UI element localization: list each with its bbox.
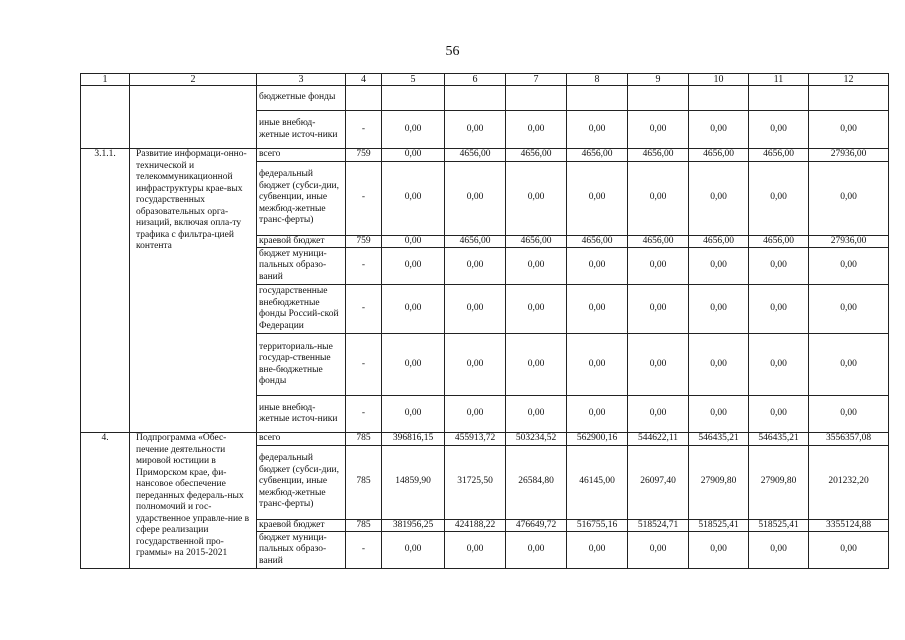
value-cell: 4656,00 <box>689 235 749 248</box>
value-cell: 0,00 <box>382 111 445 149</box>
item-name: Развитие информаци-онно-технической и телекоммуникационной инфраструктуры крае-вых государственных образовательных орга-низаций, включая опла-ту трафика с фильтра-цией контента <box>130 149 257 433</box>
value-cell <box>749 86 809 111</box>
funding-source: иные внебюд-жетные источ-ники <box>257 111 346 149</box>
funding-source: федеральный бюджет (субси-дии, субвенции, иные межбюд-жетные транс-ферты) <box>257 445 346 519</box>
column-header: 1 <box>81 74 130 86</box>
value-cell: 0,00 <box>382 285 445 334</box>
value-cell: 0,00 <box>689 111 749 149</box>
value-cell: 31725,50 <box>445 445 506 519</box>
value-cell: 27936,00 <box>809 235 889 248</box>
budget-code: 785 <box>346 445 382 519</box>
value-cell: 4656,00 <box>749 149 809 162</box>
value-cell: 0,00 <box>628 285 689 334</box>
value-cell: 0,00 <box>445 161 506 235</box>
column-header: 8 <box>567 74 628 86</box>
value-cell: 201232,20 <box>809 445 889 519</box>
budget-code: 785 <box>346 433 382 446</box>
column-header: 9 <box>628 74 689 86</box>
value-cell: 0,00 <box>445 532 506 569</box>
column-header: 2 <box>130 74 257 86</box>
value-cell: 4656,00 <box>749 235 809 248</box>
value-cell: 4656,00 <box>445 149 506 162</box>
budget-code: 759 <box>346 235 382 248</box>
value-cell: 4656,00 <box>628 235 689 248</box>
page-number: 56 <box>445 44 460 59</box>
value-cell: 46145,00 <box>567 445 628 519</box>
value-cell: 3556357,08 <box>809 433 889 446</box>
value-cell: 14859,90 <box>382 445 445 519</box>
value-cell: 562900,16 <box>567 433 628 446</box>
value-cell: 0,00 <box>689 396 749 433</box>
value-cell: 546435,21 <box>689 433 749 446</box>
value-cell: 0,00 <box>628 161 689 235</box>
value-cell <box>628 86 689 111</box>
funding-source: бюджет муници-пальных образо-ваний <box>257 532 346 569</box>
value-cell: 518524,71 <box>628 519 689 532</box>
item-name <box>130 86 257 149</box>
value-cell: 0,00 <box>506 285 567 334</box>
value-cell: 0,00 <box>506 161 567 235</box>
column-header: 3 <box>257 74 346 86</box>
header-row <box>81 74 889 86</box>
funding-source: всего <box>257 433 346 446</box>
value-cell: 0,00 <box>749 248 809 285</box>
value-cell: 0,00 <box>382 235 445 248</box>
budget-code: - <box>346 248 382 285</box>
item-name: Подпрограмма «Обес-печение деятельности мировой юстиции в Приморском крае, фи-нансовое обеспечение переданных федераль-ных полномочий и гос-ударственное управле-ние в сфере реализации государственной про-граммы» на 2015-2021 <box>130 433 257 569</box>
value-cell: 0,00 <box>382 334 445 396</box>
funding-source: краевой бюджет <box>257 235 346 248</box>
value-cell: 0,00 <box>628 396 689 433</box>
value-cell: 396816,15 <box>382 433 445 446</box>
column-header: 6 <box>445 74 506 86</box>
budget-code <box>346 86 382 111</box>
value-cell: 0,00 <box>628 532 689 569</box>
budget-table <box>80 73 889 569</box>
value-cell: 4656,00 <box>506 149 567 162</box>
item-number <box>81 86 130 149</box>
value-cell: 0,00 <box>809 248 889 285</box>
value-cell <box>506 86 567 111</box>
value-cell: 544622,11 <box>628 433 689 446</box>
budget-code: - <box>346 396 382 433</box>
table-row <box>81 149 889 162</box>
value-cell: 476649,72 <box>506 519 567 532</box>
value-cell: 0,00 <box>749 285 809 334</box>
item-number: 4. <box>81 433 130 569</box>
value-cell: 27909,80 <box>689 445 749 519</box>
column-header: 10 <box>689 74 749 86</box>
funding-source: краевой бюджет <box>257 519 346 532</box>
value-cell: 4656,00 <box>628 149 689 162</box>
value-cell <box>382 86 445 111</box>
column-header: 7 <box>506 74 567 86</box>
value-cell: 0,00 <box>689 248 749 285</box>
value-cell: 0,00 <box>628 248 689 285</box>
value-cell: 518525,41 <box>689 519 749 532</box>
value-cell: 26097,40 <box>628 445 689 519</box>
budget-code: - <box>346 285 382 334</box>
value-cell: 4656,00 <box>689 149 749 162</box>
value-cell: 516755,16 <box>567 519 628 532</box>
table-row <box>81 86 889 111</box>
value-cell: 0,00 <box>445 248 506 285</box>
value-cell: 0,00 <box>567 248 628 285</box>
value-cell: 4656,00 <box>567 235 628 248</box>
value-cell: 0,00 <box>749 161 809 235</box>
value-cell: 0,00 <box>506 334 567 396</box>
funding-source: бюджетные фонды <box>257 86 346 111</box>
value-cell <box>689 86 749 111</box>
value-cell: 0,00 <box>382 396 445 433</box>
budget-code: 759 <box>346 149 382 162</box>
value-cell: 0,00 <box>445 111 506 149</box>
value-cell: 0,00 <box>567 396 628 433</box>
value-cell: 0,00 <box>382 532 445 569</box>
column-header: 4 <box>346 74 382 86</box>
value-cell: 0,00 <box>749 334 809 396</box>
value-cell: 0,00 <box>567 532 628 569</box>
value-cell: 0,00 <box>382 161 445 235</box>
table-row <box>81 433 889 446</box>
value-cell: 0,00 <box>506 532 567 569</box>
value-cell: 546435,21 <box>749 433 809 446</box>
funding-source: бюджет муници-пальных образо-ваний <box>257 248 346 285</box>
value-cell: 27909,80 <box>749 445 809 519</box>
budget-code: - <box>346 111 382 149</box>
value-cell: 0,00 <box>445 334 506 396</box>
value-cell: 4656,00 <box>567 149 628 162</box>
budget-code: 785 <box>346 519 382 532</box>
value-cell: 0,00 <box>689 334 749 396</box>
budget-code: - <box>346 334 382 396</box>
column-header: 11 <box>749 74 809 86</box>
value-cell: 0,00 <box>809 396 889 433</box>
value-cell: 0,00 <box>382 248 445 285</box>
value-cell: 0,00 <box>506 111 567 149</box>
value-cell: 0,00 <box>628 111 689 149</box>
value-cell: 381956,25 <box>382 519 445 532</box>
budget-code: - <box>346 532 382 569</box>
value-cell: 0,00 <box>809 161 889 235</box>
value-cell: 0,00 <box>689 161 749 235</box>
value-cell: 0,00 <box>809 285 889 334</box>
value-cell: 455913,72 <box>445 433 506 446</box>
value-cell: 0,00 <box>809 111 889 149</box>
value-cell <box>445 86 506 111</box>
value-cell: 0,00 <box>445 285 506 334</box>
value-cell: 0,00 <box>567 111 628 149</box>
value-cell <box>567 86 628 111</box>
value-cell: 3355124,88 <box>809 519 889 532</box>
funding-source: государственные внебюджетные фонды Россий-ской Федерации <box>257 285 346 334</box>
funding-source: иные внебюд-жетные источ-ники <box>257 396 346 433</box>
value-cell: 0,00 <box>445 396 506 433</box>
item-number: 3.1.1. <box>81 149 130 433</box>
value-cell: 4656,00 <box>445 235 506 248</box>
value-cell: 26584,80 <box>506 445 567 519</box>
funding-source: федеральный бюджет (субси-дии, субвенции, иные межбюд-жетные транс-ферты) <box>257 161 346 235</box>
value-cell: 0,00 <box>809 334 889 396</box>
value-cell: 518525,41 <box>749 519 809 532</box>
value-cell: 0,00 <box>567 285 628 334</box>
value-cell: 0,00 <box>689 532 749 569</box>
value-cell: 424188,22 <box>445 519 506 532</box>
budget-code: - <box>346 161 382 235</box>
column-header: 12 <box>809 74 889 86</box>
value-cell: 0,00 <box>749 532 809 569</box>
value-cell: 0,00 <box>689 285 749 334</box>
value-cell: 0,00 <box>749 111 809 149</box>
value-cell: 503234,52 <box>506 433 567 446</box>
value-cell: 0,00 <box>382 149 445 162</box>
value-cell: 0,00 <box>749 396 809 433</box>
value-cell <box>809 86 889 111</box>
funding-source: территориаль-ные государ-ственные вне-бюджетные фонды <box>257 334 346 396</box>
value-cell: 0,00 <box>628 334 689 396</box>
funding-source: всего <box>257 149 346 162</box>
column-header: 5 <box>382 74 445 86</box>
value-cell: 0,00 <box>567 334 628 396</box>
value-cell: 0,00 <box>809 532 889 569</box>
value-cell: 27936,00 <box>809 149 889 162</box>
value-cell: 4656,00 <box>506 235 567 248</box>
value-cell: 0,00 <box>567 161 628 235</box>
value-cell: 0,00 <box>506 248 567 285</box>
value-cell: 0,00 <box>506 396 567 433</box>
